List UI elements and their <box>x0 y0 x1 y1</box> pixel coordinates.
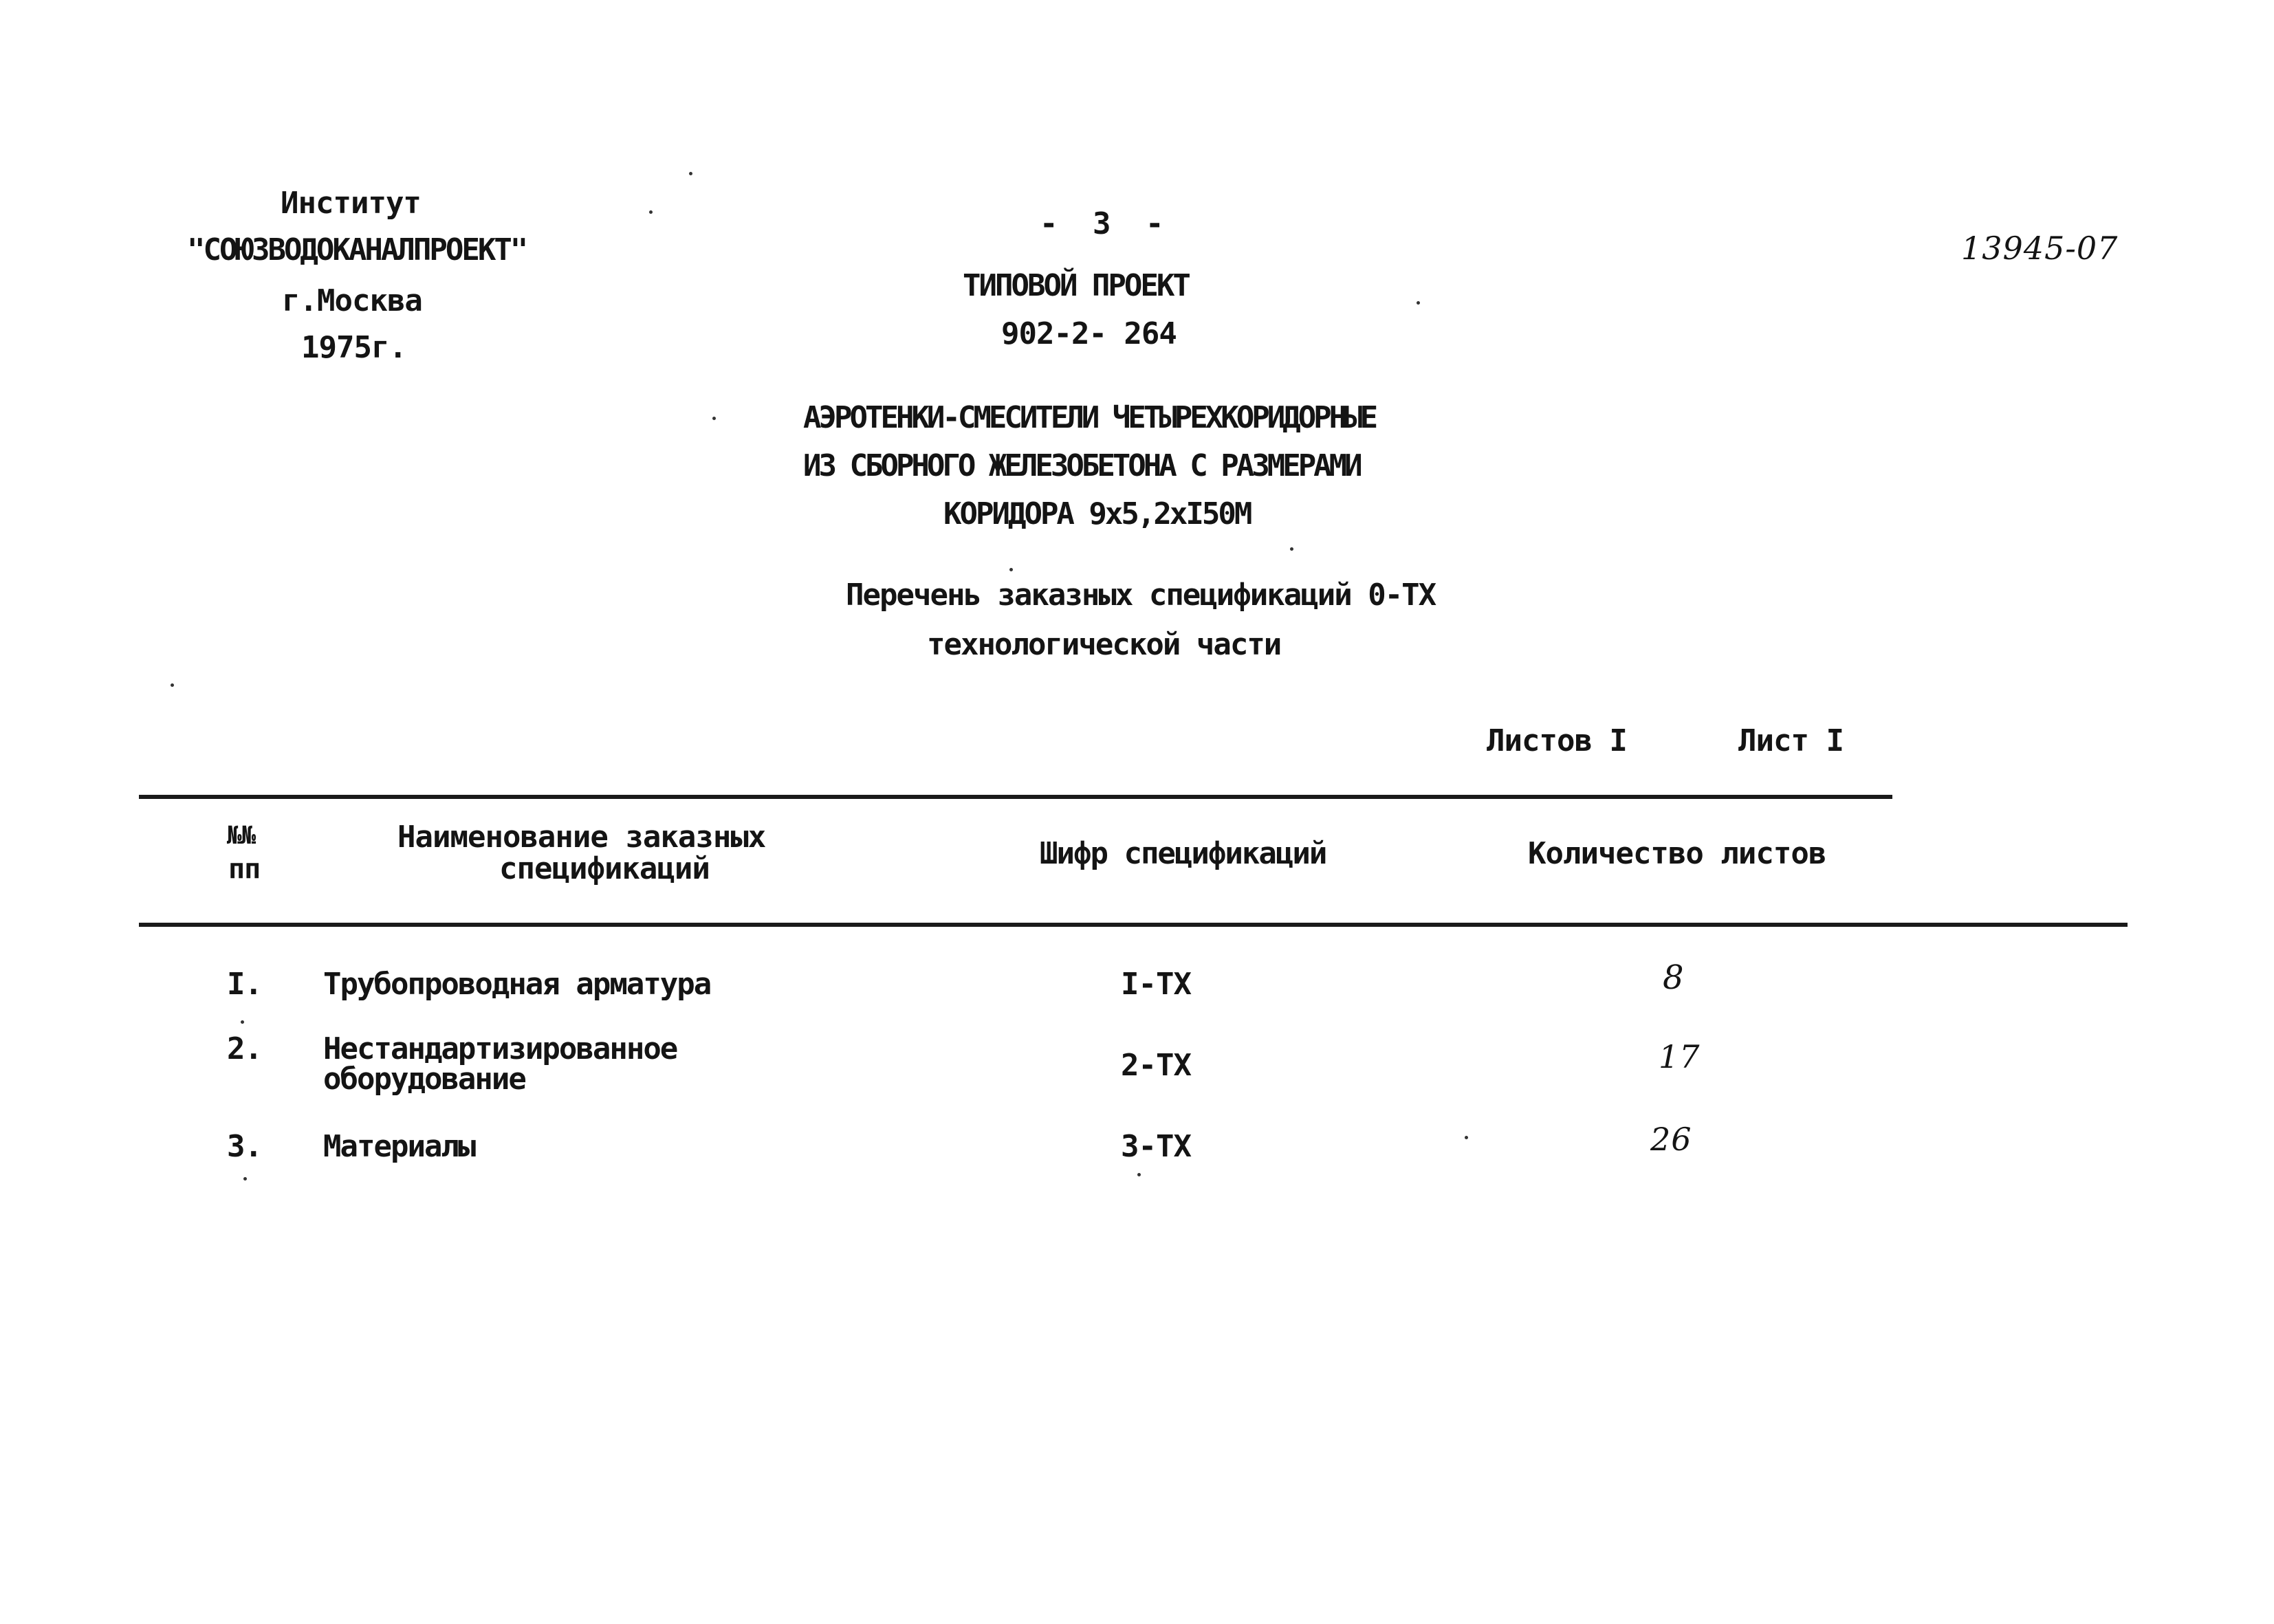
row-2-code: 2-ТХ <box>1121 1048 1191 1083</box>
header-number-line-2: пп <box>228 853 261 885</box>
project-title-line-3: КОРИДОРА 9х5,2хI50М <box>943 496 1251 531</box>
scan-speck <box>1009 568 1013 571</box>
row-2-number: 2. <box>227 1031 262 1066</box>
row-1-code: I-ТХ <box>1121 967 1191 1002</box>
header-code: Шифр спецификаций <box>1040 836 1326 871</box>
institute-year: 1975г. <box>301 330 406 365</box>
scan-speck <box>171 683 174 687</box>
page-number: - 3 - <box>1040 206 1172 241</box>
row-3-code: 3-ТХ <box>1121 1129 1191 1164</box>
institute-name: Институт <box>281 186 421 221</box>
row-1-count: 8 <box>1663 958 1685 997</box>
row-3-number: 3. <box>227 1129 262 1164</box>
row-1-number: I. <box>227 967 262 1002</box>
row-2-name-line-1: Нестандартизированное <box>323 1031 677 1066</box>
header-name-line-2: спецификаций <box>499 851 710 886</box>
scan-speck <box>241 1020 244 1024</box>
project-number: 902-2- 264 <box>1001 316 1177 351</box>
table-top-rule <box>139 795 1892 799</box>
table-header-rule <box>139 923 2128 927</box>
scan-speck <box>243 1177 247 1181</box>
row-1-name: Трубопроводная арматура <box>323 967 711 1002</box>
scan-speck <box>649 210 653 214</box>
row-3-count: 26 <box>1650 1121 1692 1158</box>
list-title-line-2: технологической части <box>927 627 1281 662</box>
institute-org: "СОЮЗВОДОКАНАЛПРОЕКТ" <box>187 232 527 267</box>
sheet-number: Лист I <box>1738 723 1844 758</box>
row-2-count: 17 <box>1659 1038 1701 1075</box>
project-title-line-1: АЭРОТЕНКИ-СМЕСИТЕЛИ ЧЕТЫРЕХКОРИДОРНЫЕ <box>803 400 1376 435</box>
row-2-name-line-2: оборудование <box>323 1062 525 1097</box>
scan-speck <box>1290 547 1293 551</box>
scan-speck <box>689 172 692 175</box>
scan-speck <box>1137 1173 1141 1176</box>
header-number-line-1: №№ <box>227 822 256 850</box>
row-3-name: Материалы <box>323 1129 475 1164</box>
document-code: 13945-07 <box>1961 230 2119 267</box>
scan-speck <box>1465 1136 1468 1139</box>
sheets-total: Листов I <box>1487 723 1627 758</box>
institute-city: г.Москва <box>282 283 422 318</box>
scan-speck <box>712 417 716 420</box>
scan-speck <box>1417 301 1420 305</box>
project-type: ТИПОВОЙ ПРОЕКТ <box>963 268 1189 303</box>
header-count: Количество листов <box>1528 836 1826 871</box>
list-title-line-1: Перечень заказных спецификаций 0-ТХ <box>846 578 1436 613</box>
header-name-line-1: Наименование заказных <box>397 820 766 855</box>
project-title-line-2: ИЗ СБОРНОГО ЖЕЛЕЗОБЕТОНА С РАЗМЕРАМИ <box>803 448 1360 483</box>
